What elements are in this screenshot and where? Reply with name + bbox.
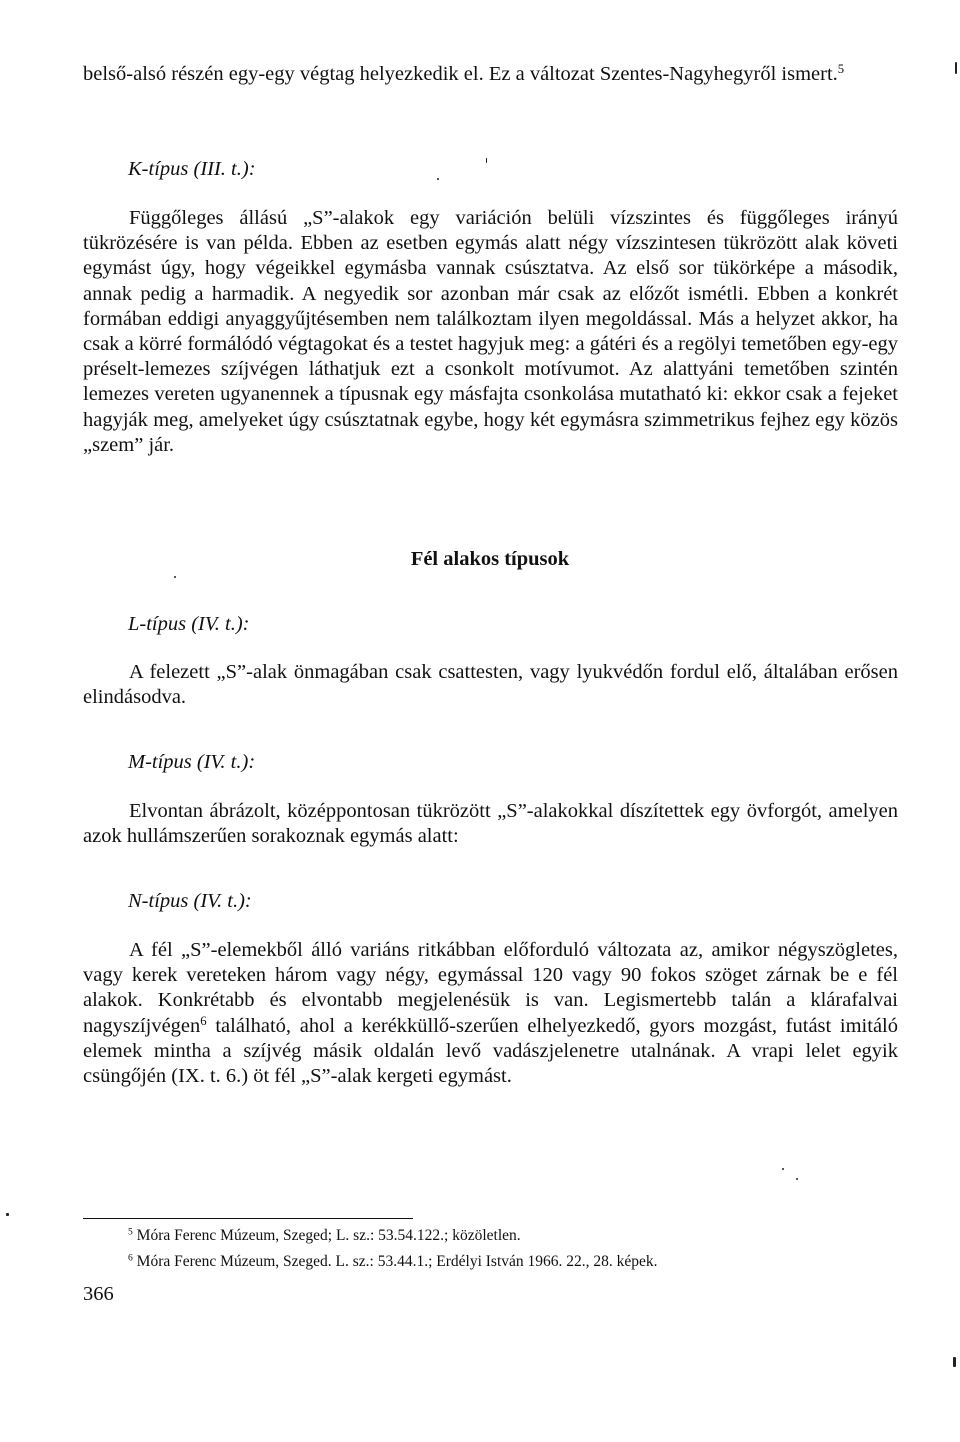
scan-speck (782, 1168, 784, 1170)
section-title: Fél alakos típusok (410, 548, 570, 570)
scan-speck (437, 178, 439, 180)
footnote-5 (128, 1226, 521, 1246)
footnote-ref-5: 5 (837, 62, 845, 77)
footnote-separator (83, 1218, 413, 1219)
scan-speck (953, 1357, 956, 1367)
intro-paragraph-text: belső-alsó részén egy-egy végtag helyezkedik el. Ez a változat Szentes-Nagyhegyről ismert. (83, 63, 838, 85)
footnote-5-text: Móra Ferenc Múzeum, Szeged; L. sz.: 53.54.122.; közöletlen. (136, 1227, 521, 1244)
n-type-paragraph (83, 938, 898, 1089)
k-type-paragraph: Függőleges állású „S”-alakok egy variáción belüli vízszintes és függőleges irányú tükrözésére is van példa. Ebben az esetben egymás alatt négy vízszintesen tükrözött alak követi egymást úgy, hogy végeikkel egymásba vannak csúsztatva. Az első sor tükörképe a második, annak pedig a harmadik. A negyedik sor azonban már csak az előzőt ismétli. Ebben a konkrét formában eddigi anyaggyűjtésemben nem találkoztam ilyen megoldással. Más a helyzet akkor, ha csak a körré formálódó végtagokat és a testet hagyjuk meg: a gátéri és a regölyi temetőben egy-egy préselt-lemezes szíjvégen láthatjuk ezt a csonkolt motívumot. Az alattyáni temetőben szintén lemezes vereten ugyanennek a típusnak egy másfajta csonkolása mutatható ki: ekkor csak a fejeket hagyják meg, amelyeket úgy csúsztatnak egybe, hogy két egymásra szimmetrikus fejhez egy közös „szem” jár. (83, 207, 898, 456)
footnote-6-text: Móra Ferenc Múzeum, Szeged. L. sz.: 53.44.1.; Erdélyi István 1966. 22., 28. képek. (136, 1253, 658, 1270)
footnote-ref-6: 6 (200, 1013, 207, 1028)
scan-speck (174, 576, 176, 578)
n-type-paragraph-text-2: található, ahol a kerékküllő-szerűen elhelyezkedő, gyors mozgást, futást imitáló elemek mintha a szíjvég másik oldalán levő vadászjelenetre utalnának. A vrapi lelet egyik csüngőjén (IX. t. 6.) öt fél „S”-alak kergeti egymást. (83, 1014, 898, 1088)
footnote-5-mark: 5 (128, 1226, 133, 1238)
m-type-paragraph: Elvontan ábrázolt, középpontosan tükrözött „S”-alakokkal díszítettek egy övforgót, amelyen azok hullámszerűen sorakoznak egymás alatt: (83, 800, 898, 848)
scan-speck (796, 1178, 798, 1180)
k-type-heading: K-típus (III. t.): (128, 158, 256, 180)
scan-speck (6, 1213, 9, 1216)
scan-speck (486, 158, 487, 163)
intro-paragraph (83, 62, 898, 87)
n-type-heading: N-típus (IV. t.): (128, 890, 252, 912)
scan-speck (955, 62, 957, 74)
footnote-6 (128, 1252, 658, 1272)
footnote-6-mark: 6 (128, 1252, 133, 1264)
page-number: 366 (83, 1283, 114, 1305)
l-type-heading: L-típus (IV. t.): (128, 613, 250, 635)
n-type-paragraph-text-1: A fél „S”-elemekből álló variáns ritkábban előforduló változata az, amikor négyszögletes, vagy kerek vereteken három vagy négy, egymással 120 vagy 90 fokos szöget zárnak be e fél alakok. Konkrétabb és elvontabb megjelenésük is van. Legismertebb talán a klárafalvai nagyszíjvégen (83, 939, 898, 1037)
m-type-heading: M-típus (IV. t.): (128, 751, 256, 773)
l-type-paragraph: A felezett „S”-alak önmagában csak csattesten, vagy lyukvédőn fordul elő, általában erősen elindásodva. (83, 661, 898, 709)
